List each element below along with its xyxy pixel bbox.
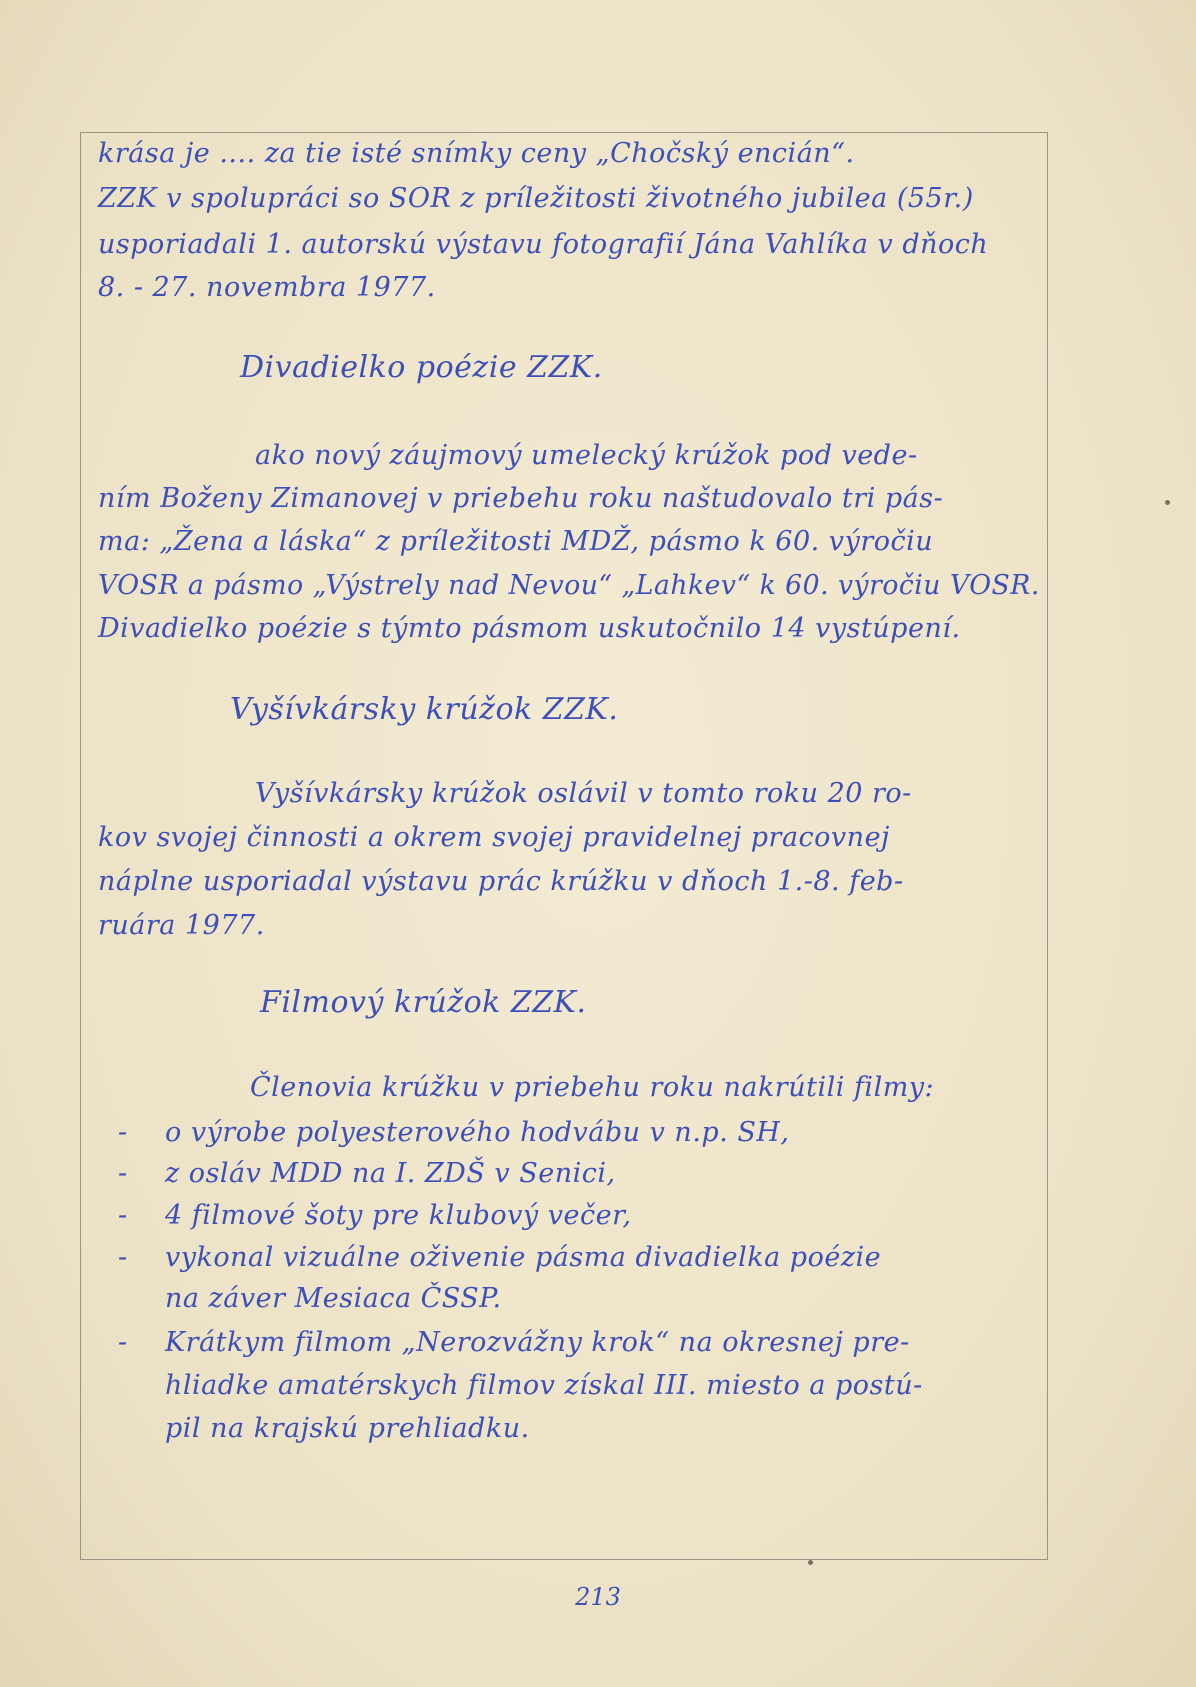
list-item: 4 filmové šoty pre klubový večer, [165, 1200, 632, 1231]
text-line: ním Boženy Zimanovej v priebehu roku naštudovalo tri pás- [98, 483, 944, 514]
paper-speck [1165, 500, 1170, 505]
text-line: ako nový záujmový umelecký krúžok pod vede- [255, 440, 918, 471]
list-dash: - [118, 1158, 128, 1189]
section-heading: Filmový krúžok ZZK. [260, 985, 587, 1020]
list-item: o výrobe polyesterového hodvábu v n.p. SH, [165, 1117, 790, 1148]
list-item: hliadke amatérskych filmov získal III. miesto a postú- [165, 1370, 923, 1401]
text-line: ma: „Žena a láska“ z príležitosti MDŽ, pásmo k 60. výročiu [98, 526, 934, 557]
text-line: ZZK v spolupráci so SOR z príležitosti životného jubilea (55r.) [98, 183, 974, 214]
list-dash: - [118, 1327, 128, 1358]
text-line: Divadielko poézie s týmto pásmom uskutočnilo 14 vystúpení. [98, 613, 961, 644]
section-heading: Vyšívkársky krúžok ZZK. [230, 692, 619, 727]
list-item: vykonal vizuálne oživenie pásma divadielka poézie [165, 1242, 882, 1273]
text-line: náplne usporiadal výstavu prác krúžku v dňoch 1.-8. feb- [98, 866, 904, 897]
paper-speck [808, 1560, 813, 1565]
list-item: na záver Mesiaca ČSSP. [165, 1283, 502, 1314]
text-line: Vyšívkársky krúžok oslávil v tomto roku 20 ro- [255, 778, 912, 809]
section-heading: Divadielko poézie ZZK. [240, 350, 603, 385]
text-line: krása je .... za tie isté snímky ceny „Chočský encián“. [98, 138, 855, 169]
list-item: z osláv MDD na I. ZDŠ v Senici, [165, 1158, 616, 1189]
list-dash: - [118, 1242, 128, 1273]
list-item: Krátkym filmom „Nerozvážny krok“ na okresnej pre- [165, 1327, 910, 1358]
text-line: kov svojej činnosti a okrem svojej pravidelnej pracovnej [98, 822, 890, 853]
text-line: 8. - 27. novembra 1977. [98, 272, 436, 303]
list-item: pil na krajskú prehliadku. [165, 1413, 530, 1444]
page-number: 213 [575, 1583, 621, 1611]
list-dash: - [118, 1117, 128, 1148]
text-line: usporiadali 1. autorskú výstavu fotografií Jána Vahlíka v dňoch [98, 229, 989, 260]
text-line: VOSR a pásmo „Výstrely nad Nevou“ „Lahkev“ k 60. výročiu VOSR. [98, 570, 1040, 601]
text-line: ruára 1977. [98, 910, 265, 941]
list-dash: - [118, 1200, 128, 1231]
text-line: Členovia krúžku v priebehu roku nakrútili filmy: [250, 1072, 935, 1103]
